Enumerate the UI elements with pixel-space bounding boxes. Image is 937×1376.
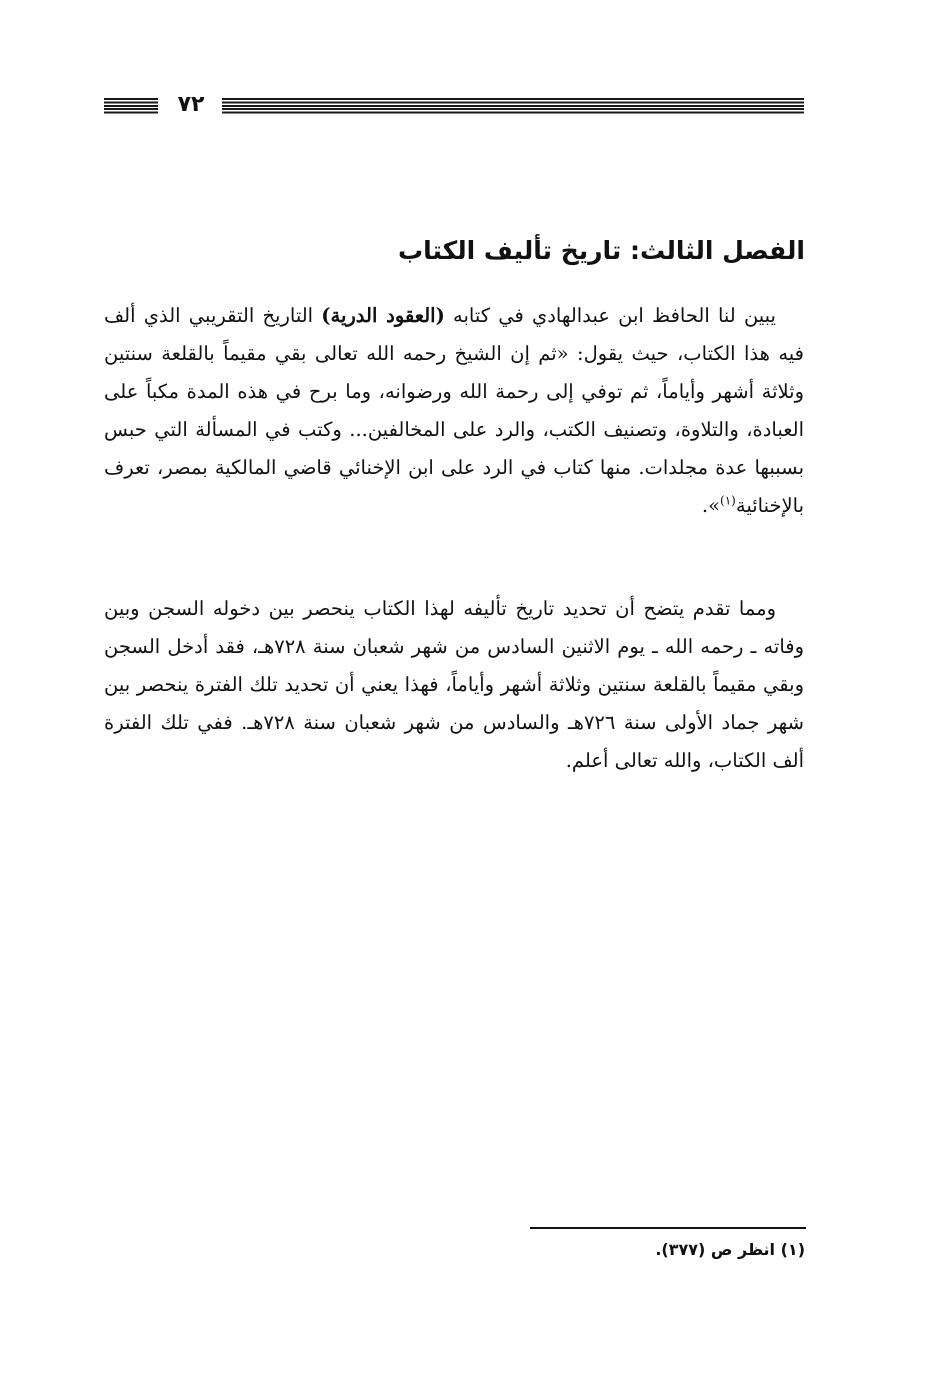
page-header — [104, 92, 804, 116]
footnote: (١) انظر ص (٣٧٧). — [655, 1240, 805, 1259]
book-title: (العقود الدرية) — [321, 304, 445, 327]
header-rule-right — [222, 98, 804, 115]
header-rule-left — [104, 98, 158, 115]
paragraph-1 — [104, 297, 804, 525]
paragraph-1-end: ». — [701, 494, 721, 517]
chapter-title: الفصل الثالث: تاريخ تأليف الكتاب — [397, 236, 805, 265]
paragraph-1-intro: يبين لنا الحافظ ابن عبدالهادي في كتابه — [444, 304, 776, 327]
paragraph-2: ومما تقدم يتضح أن تحديد تاريخ تأليفه لهذا الكتاب ينحصر بين دخوله السجن وبين وفاته ـ رحمه الله ـ يوم الاثنين السادس من شهر شعبان سنة ٧٢٨هـ، فقد أدخل السجن وبقي مقيماً بالقلعة سنتين وثلاثة أشهر وأياماً، فهذا يعني أن تحديد تلك الفترة ينحصر بين شهر جماد الأولى سنة ٧٢٦هـ والسادس من شهر شعبان سنة ٧٢٨هـ. ففي تلك الفترة ألف الكتاب، والله تعالى أعلم. — [104, 597, 805, 772]
footnote-reference: (١) — [720, 493, 736, 508]
footnote-separator — [530, 1227, 806, 1229]
page-number: ٧٢ — [177, 92, 205, 117]
paragraph-1-body: التاريخ التقريبي الذي ألف فيه هذا الكتاب، حيث يقول: «ثم إن الشيخ رحمه الله تعالى بقي مقيماً بالقلعة سنتين وثلاثة أشهر وأياماً، ثم توفي إلى رحمة الله ورضوانه، وما برح في هذه المدة مكباً على العبادة، والتلاوة، وتصنيف الكتب، والرد على المخالفين... وكتب في المسألة التي حبس بسببها عدة مجلدات. منها كتاب في الرد على ابن الإخنائي قاضي المالكية بمصر، تعرف بالإخنائية — [104, 304, 804, 517]
